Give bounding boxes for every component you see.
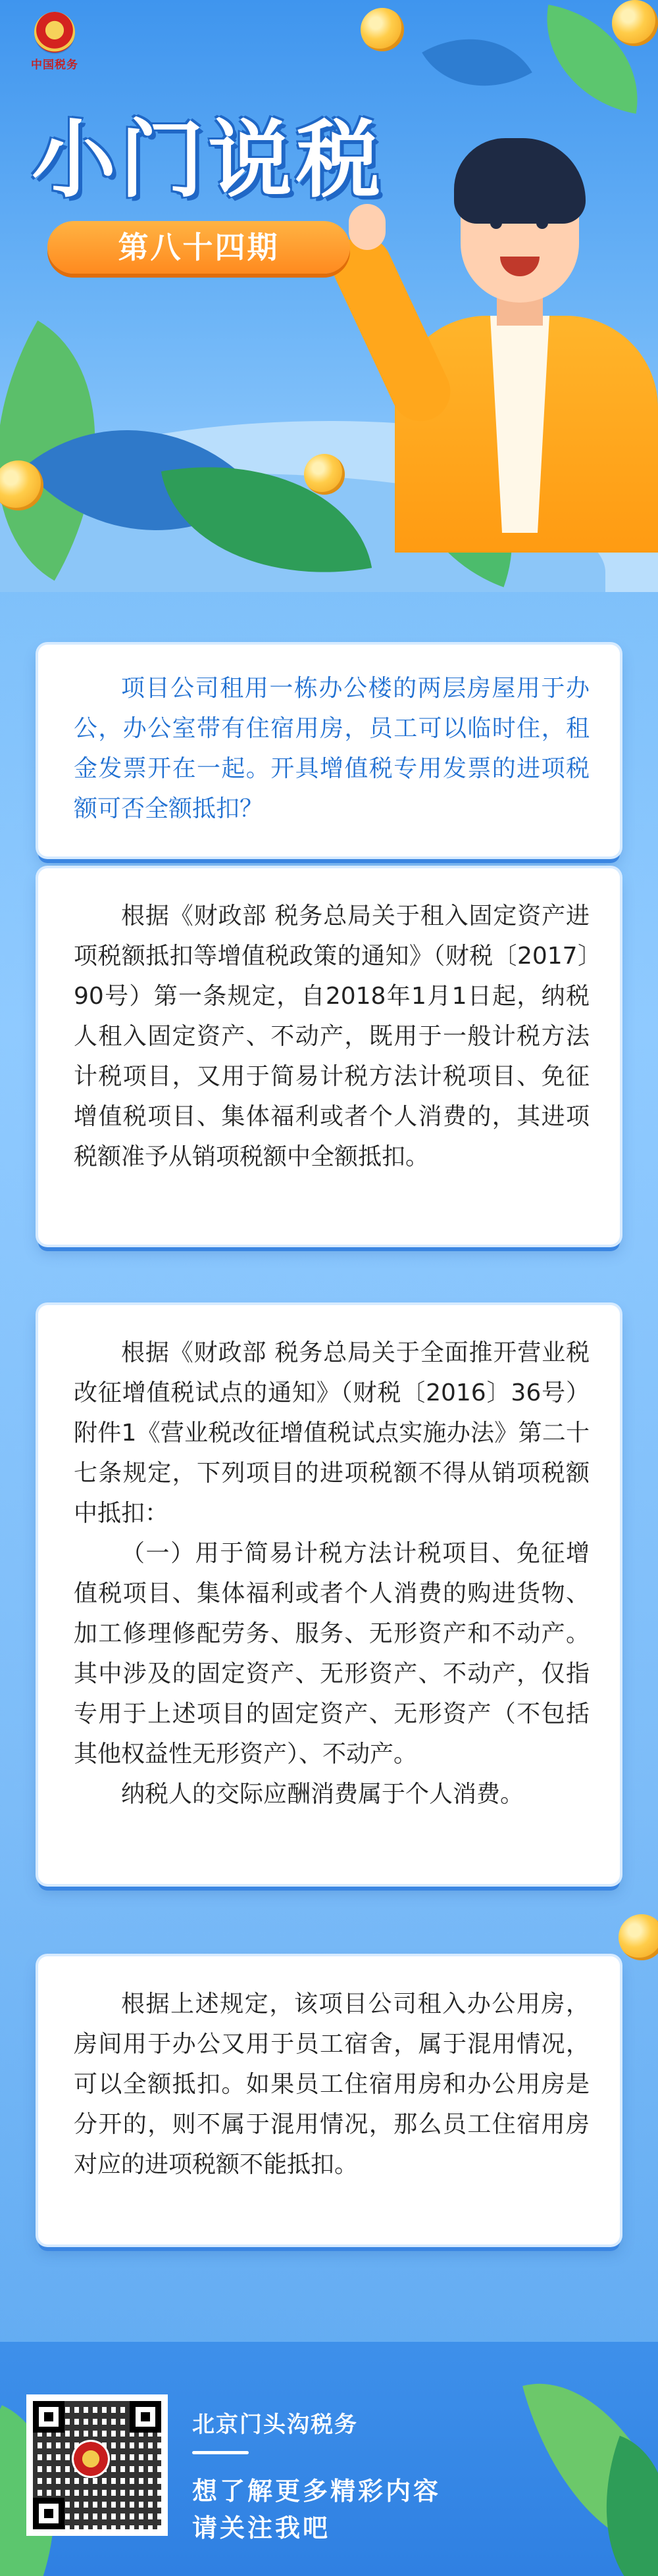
answer-card xyxy=(38,1305,620,1884)
coin-decoration xyxy=(361,8,404,51)
leaf-decoration xyxy=(422,10,532,115)
cartoon-man-illustration xyxy=(368,125,658,533)
account-name: 北京门头沟税务 xyxy=(192,2412,358,2438)
answer-paragraph: 纳税人的交际应酬消费属于个人消费。 xyxy=(121,1781,524,1808)
coin-decoration xyxy=(612,0,658,46)
qr-code[interactable] xyxy=(26,2394,168,2536)
follow-text-line2: 请关注我吧 xyxy=(192,2514,331,2542)
emblem-icon xyxy=(34,12,75,53)
tax-bureau-logo xyxy=(18,12,91,72)
footer xyxy=(0,2342,658,2576)
logo-text: 中国税务 xyxy=(31,59,78,72)
header-banner xyxy=(0,0,658,592)
question-text: 项目公司租用一栋办公楼的两层房屋用于办公，办公室带有住宿用房，员工可以临时住，租金发票开在一起。开具增值税专用发票的进项税额可否全额抵扣？ xyxy=(74,675,590,822)
coin-decoration xyxy=(304,454,345,495)
page-title: 小门说税 xyxy=(32,111,385,209)
emblem-icon xyxy=(74,2442,108,2476)
follow-text-line1: 想了解更多精彩内容 xyxy=(192,2477,442,2506)
divider xyxy=(192,2451,249,2454)
answer-card xyxy=(38,868,620,1245)
question-card xyxy=(38,645,620,856)
answer-paragraph: （一）用于简易计税方法计税项目、免征增值税项目、集体福利或者个人消费的购进货物、加工修理修配劳务、服务、无形资产和不动产。其中涉及的固定资产、无形资产、不动产，仅指专用于上述项目的固定资产、无形资产（不包括其他权益性无形资产）、不动产。 xyxy=(74,1540,590,1768)
answer-paragraph: 根据上述规定，该项目公司租入办公用房，房间用于办公又用于员工宿舍，属于混用情况，可以全额抵扣。如果员工住宿用房和办公用房是分开的，则不属于混用情况，那么员工住宿用房对应的进项税额不能抵扣。 xyxy=(74,1991,590,2178)
answer-paragraph: 根据《财政部 税务总局关于全面推开营业税改征增值税试点的通知》（财税〔2016〕36号）附件1《营业税改征增值税试点实施办法》第二十七条规定，下列项目的进项税额不得从销项税额中抵扣： xyxy=(74,1339,590,1527)
issue-badge: 第八十四期 xyxy=(47,221,350,274)
answer-paragraph: 根据《财政部 税务总局关于租入固定资产进项税额抵扣等增值税政策的通知》（财税〔2017〕90号）第一条规定，自2018年1月1日起，纳税人租入固定资产、不动产，既用于一般计税方法计税项目，又用于简易计税方法计税项目、免征增值税项目、集体福利或者个人消费的，其进项税额准予从销项税额中全额抵扣。 xyxy=(74,903,590,1170)
coin-decoration xyxy=(619,1914,658,1960)
conclusion-card xyxy=(38,1956,620,2244)
